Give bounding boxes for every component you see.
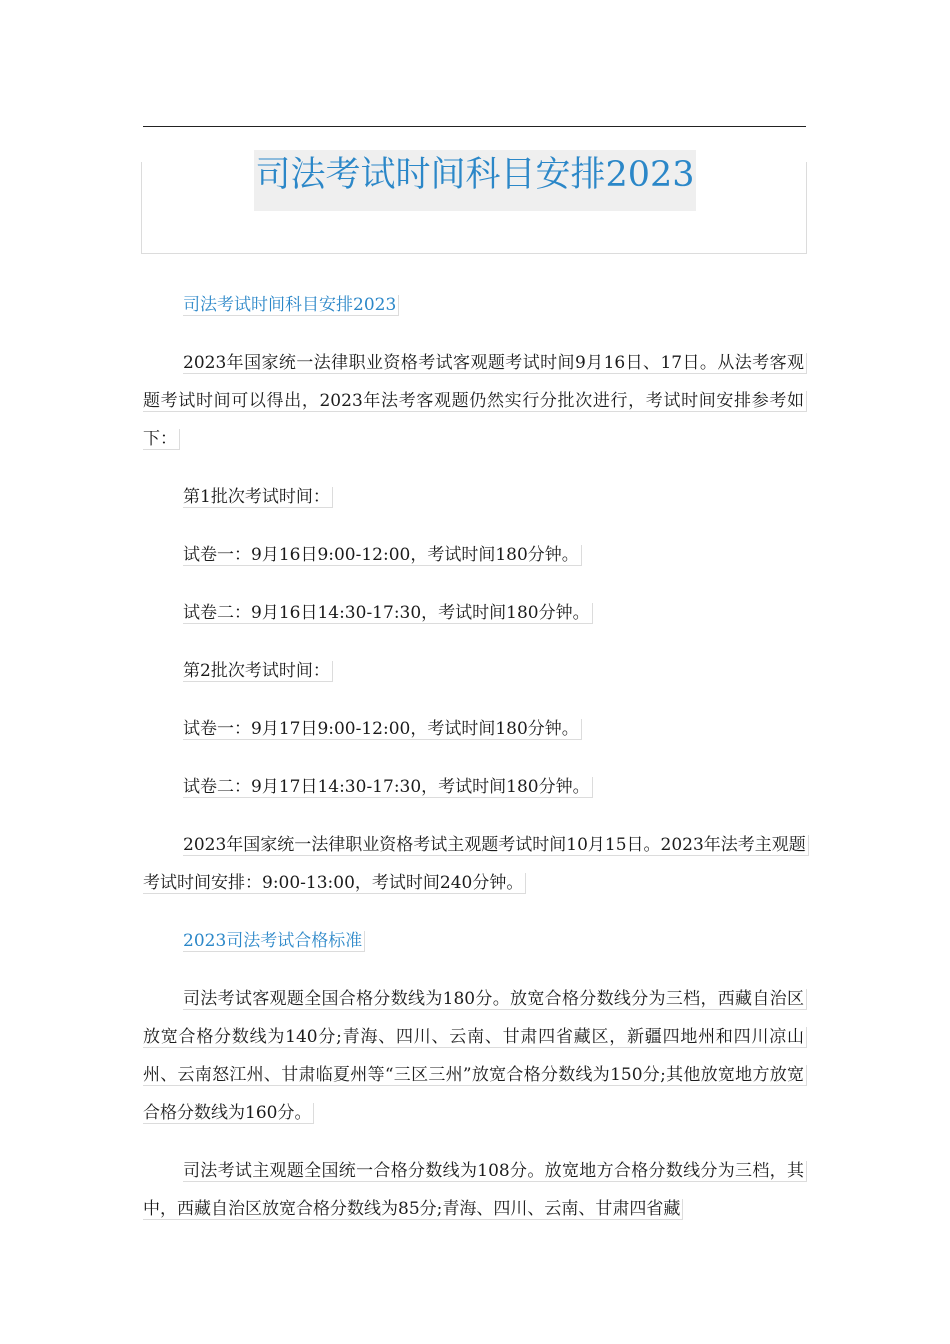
paragraph-text: 试卷一：9月17日9:00-12:00，考试时间180分钟。	[183, 719, 582, 740]
section-heading-text: 2023司法考试合格标准	[183, 931, 365, 952]
paragraph-text: 2023年国家统一法律职业资格考试主观题考试时间10月15日。2023年法考主观题考试时间安排：9:00-13:00，考试时间240分钟。	[143, 835, 809, 894]
paragraph	[143, 710, 807, 748]
paragraph	[143, 826, 807, 902]
paragraph	[143, 536, 807, 574]
paragraph	[143, 980, 807, 1132]
document-body	[143, 286, 807, 1248]
paragraph	[143, 344, 807, 458]
section-heading-text: 司法考试时间科目安排2023	[183, 295, 399, 316]
paragraph-text: 司法考试主观题全国统一合格分数线为108分。放宽地方合格分数线分为三档，其中，西藏自治区放宽合格分数线为85分;青海、四川、云南、甘肃四省藏	[143, 1161, 807, 1220]
paragraph-text: 试卷二：9月16日14:30-17:30，考试时间180分钟。	[183, 603, 593, 624]
paragraph-text: 第1批次考试时间：	[183, 487, 333, 508]
paragraph-text: 2023年国家统一法律职业资格考试客观题考试时间9月16日、17日。从法考客观题考试时间可以得出，2023年法考客观题仍然实行分批次进行，考试时间安排参考如下：	[143, 353, 807, 450]
page-title: 司法考试时间科目安排2023	[254, 150, 696, 211]
paragraph-text: 第2批次考试时间：	[183, 661, 333, 682]
paragraph-text: 试卷二：9月17日14:30-17:30，考试时间180分钟。	[183, 777, 593, 798]
section-heading	[143, 922, 807, 960]
section-heading	[143, 286, 807, 324]
paragraph	[143, 652, 807, 690]
paragraph-text: 司法考试客观题全国合格分数线为180分。放宽合格分数线分为三档，西藏自治区放宽合格分数线为140分;青海、四川、云南、甘肃四省藏区，新疆四地州和四川凉山州、云南怒江州、甘肃临夏州等“三区三州”放宽合格分数线为150分;其他放宽地方放宽合格分数线为160分。	[143, 989, 807, 1124]
top-rule	[143, 126, 806, 127]
paragraph	[143, 478, 807, 516]
paragraph	[143, 1152, 807, 1228]
paragraph	[143, 768, 807, 806]
paragraph	[143, 594, 807, 632]
paragraph-text: 试卷一：9月16日9:00-12:00，考试时间180分钟。	[183, 545, 582, 566]
